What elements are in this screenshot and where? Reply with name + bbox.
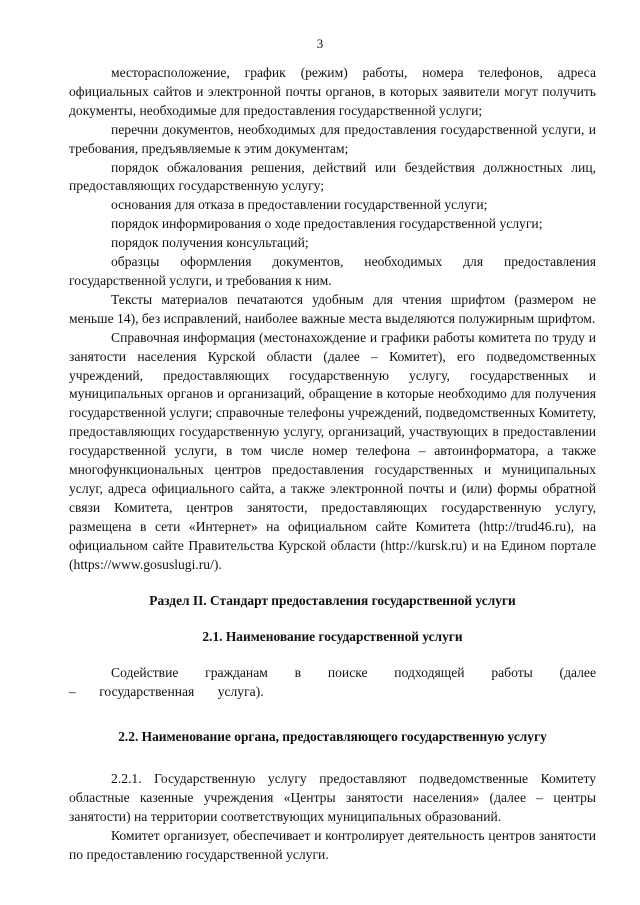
paragraph-2-2-1: 2.2.1. Государственную услугу предоставляют подведомственные Комитету областные казенные учреждения «Центры занятости населения» (далее – центры занятости) на территории соответствующих муниципальных образований. bbox=[69, 771, 596, 824]
paragraph-refusal-grounds: основания для отказа в предоставлении государственной услуги; bbox=[111, 197, 488, 213]
paragraph-text-materials: Тексты материалов печатаются удобным для чтения шрифтом (размером не меньше 14), без исправлений, наиболее важные места выделяются полужирным шрифтом. bbox=[69, 291, 596, 326]
document-body bbox=[69, 64, 596, 865]
subsection-title-2-1: 2.1. Наименование государственной услуги bbox=[202, 629, 463, 645]
paragraph-progress-info: порядок информирования о ходе предоставления государственной услуги; bbox=[111, 216, 543, 232]
paragraph-location-schedule: месторасположение, график (режим) работы, номера телефонов, адреса официальных сайтов и электронной почты органов, в которых заявители могут получить документы, необходимые для предоставления государственной услуги; bbox=[69, 65, 596, 118]
paragraph-service-name: Содействие гражданам в поиске подходящей работы (далее – государственная услуга). bbox=[69, 665, 596, 700]
paragraph-consultations: порядок получения консультаций; bbox=[111, 235, 309, 251]
paragraph-documents-list: перечни документов, необходимых для предоставления государственной услуги, и требования, предъявляемые к этим документам; bbox=[69, 121, 596, 156]
paragraph-committee-organizes: Комитет организует, обеспечивает и контролирует деятельность центров занятости по предоставлению государственной услуги. bbox=[69, 827, 596, 862]
section-title: Раздел II. Стандарт предоставления государственной услуги bbox=[149, 593, 516, 609]
subsection-title-2-2: 2.2. Наименование органа, предоставляющего государственную услугу bbox=[118, 729, 547, 745]
page-number: 3 bbox=[316, 36, 324, 51]
paragraph-appeal-procedure: порядок обжалования решения, действий или бездействия должностных лиц, предоставляющих государственную услугу; bbox=[69, 159, 596, 194]
paragraph-reference-info: Справочная информация (местонахождение и графики работы комитета по труду и занятости населения Курской области (далее – Комитет), его подведомственных учреждений, предоставляющих государственную услугу, государственных и муниципальных органов и организаций, обращение в которые необходимо для получения государственной услуги; справочные телефоны учреждений, подведомственных Комитету, предоставляющих государственную услугу, организаций, участвующих в предоставлении государственной услуги, в том числе номер телефона – автоинформатора, а также многофункциональных центров предоставления государственных и муниципальных услуг, адреса официального сайта, а также электронной почты и (или) формы обратной связи Комитета, центров занятости, предоставляющих государственную услугу, размещена в сети «Интернет» на официальном сайте Комитета (http://trud46.ru), на официальном сайте Правительства Курской области (http://kursk.ru) и на Едином портале (https://www.gosuslugi.ru/). bbox=[69, 329, 596, 572]
paragraph-document-samples: образцы оформления документов, необходимых для предоставления государственной услуги, и требования к ним. bbox=[69, 254, 596, 288]
